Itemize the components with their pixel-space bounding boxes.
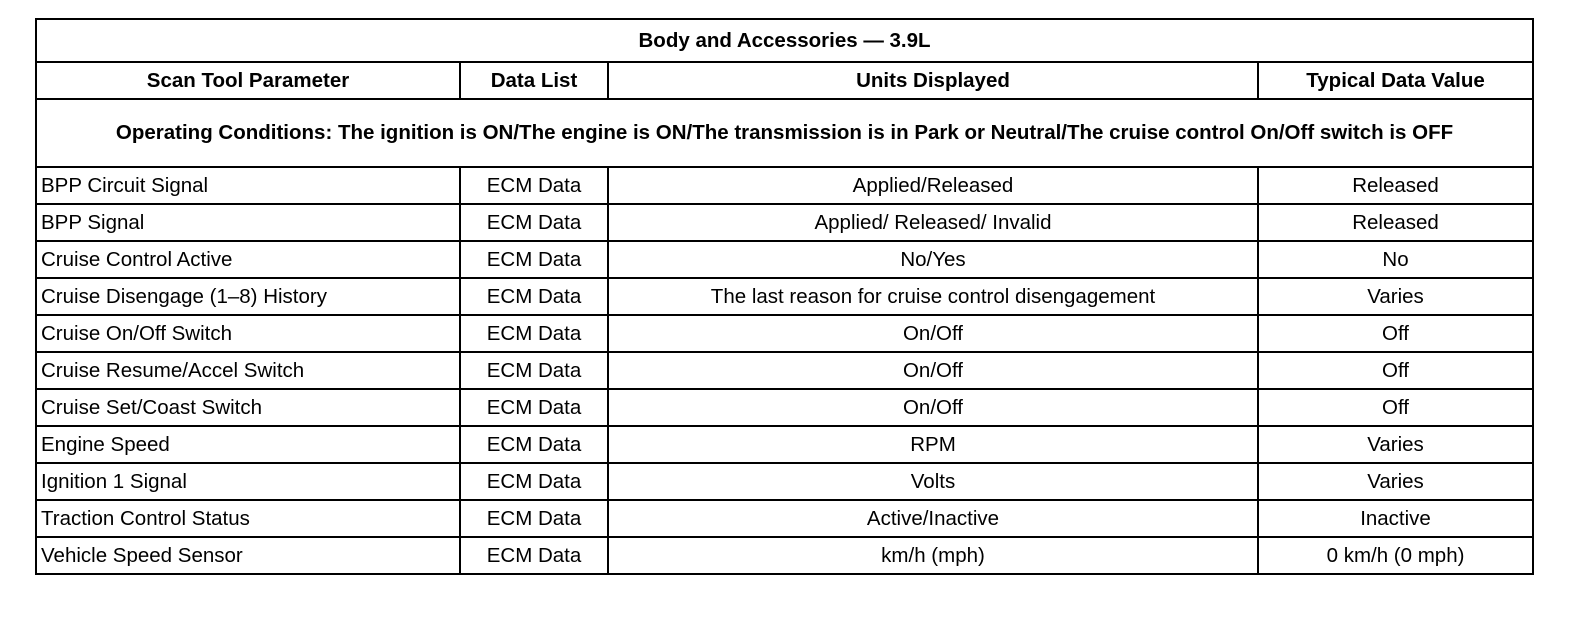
table-row (36, 500, 1533, 537)
cell-typical-data-value: Off (1258, 315, 1533, 352)
operating-conditions-row (36, 99, 1533, 167)
cell-scan-tool-parameter: Vehicle Speed Sensor (36, 537, 460, 574)
cell-scan-tool-parameter: BPP Circuit Signal (36, 167, 460, 204)
operating-conditions: Operating Conditions: The ignition is ON/The engine is ON/The transmission is in Park or Neutral/The cruise control On/Off switch is OFF (36, 99, 1533, 167)
cell-data-list: ECM Data (460, 167, 608, 204)
cell-data-list: ECM Data (460, 537, 608, 574)
cell-units-displayed: No/Yes (608, 241, 1258, 278)
cell-data-list: ECM Data (460, 278, 608, 315)
cell-scan-tool-parameter: Cruise On/Off Switch (36, 315, 460, 352)
table-row (36, 352, 1533, 389)
cell-data-list: ECM Data (460, 426, 608, 463)
cell-scan-tool-parameter: Cruise Resume/Accel Switch (36, 352, 460, 389)
cell-units-displayed: On/Off (608, 352, 1258, 389)
cell-data-list: ECM Data (460, 315, 608, 352)
cell-typical-data-value: Varies (1258, 278, 1533, 315)
cell-typical-data-value: Released (1258, 167, 1533, 204)
cell-units-displayed: RPM (608, 426, 1258, 463)
table-row (36, 204, 1533, 241)
table-row (36, 463, 1533, 500)
header-typical-data-value: Typical Data Value (1258, 62, 1533, 99)
table-row (36, 278, 1533, 315)
table-row (36, 537, 1533, 574)
scan-tool-data-table (35, 18, 1534, 575)
cell-scan-tool-parameter: Cruise Set/Coast Switch (36, 389, 460, 426)
cell-units-displayed: Applied/Released (608, 167, 1258, 204)
cell-typical-data-value: Off (1258, 352, 1533, 389)
cell-units-displayed: Active/Inactive (608, 500, 1258, 537)
table-body (36, 99, 1533, 574)
cell-scan-tool-parameter: Cruise Control Active (36, 241, 460, 278)
table-title-row (36, 19, 1533, 62)
cell-units-displayed: On/Off (608, 389, 1258, 426)
cell-data-list: ECM Data (460, 241, 608, 278)
cell-typical-data-value: 0 km/h (0 mph) (1258, 537, 1533, 574)
table-row (36, 426, 1533, 463)
cell-typical-data-value: Released (1258, 204, 1533, 241)
cell-scan-tool-parameter: Ignition 1 Signal (36, 463, 460, 500)
cell-data-list: ECM Data (460, 352, 608, 389)
cell-typical-data-value: Varies (1258, 463, 1533, 500)
cell-units-displayed: Applied/ Released/ Invalid (608, 204, 1258, 241)
cell-scan-tool-parameter: Cruise Disengage (1–8) History (36, 278, 460, 315)
cell-scan-tool-parameter: Traction Control Status (36, 500, 460, 537)
cell-scan-tool-parameter: BPP Signal (36, 204, 460, 241)
cell-typical-data-value: No (1258, 241, 1533, 278)
cell-scan-tool-parameter: Engine Speed (36, 426, 460, 463)
cell-units-displayed: The last reason for cruise control disengagement (608, 278, 1258, 315)
cell-typical-data-value: Varies (1258, 426, 1533, 463)
cell-typical-data-value: Inactive (1258, 500, 1533, 537)
header-scan-tool-parameter: Scan Tool Parameter (36, 62, 460, 99)
cell-data-list: ECM Data (460, 204, 608, 241)
cell-units-displayed: km/h (mph) (608, 537, 1258, 574)
table-row (36, 315, 1533, 352)
table-row (36, 389, 1533, 426)
table-row (36, 167, 1533, 204)
table-header-row (36, 62, 1533, 99)
table-title: Body and Accessories — 3.9L (36, 19, 1533, 62)
cell-data-list: ECM Data (460, 389, 608, 426)
header-units-displayed: Units Displayed (608, 62, 1258, 99)
table-row (36, 241, 1533, 278)
cell-data-list: ECM Data (460, 463, 608, 500)
cell-units-displayed: Volts (608, 463, 1258, 500)
cell-typical-data-value: Off (1258, 389, 1533, 426)
header-data-list: Data List (460, 62, 608, 99)
cell-data-list: ECM Data (460, 500, 608, 537)
cell-units-displayed: On/Off (608, 315, 1258, 352)
